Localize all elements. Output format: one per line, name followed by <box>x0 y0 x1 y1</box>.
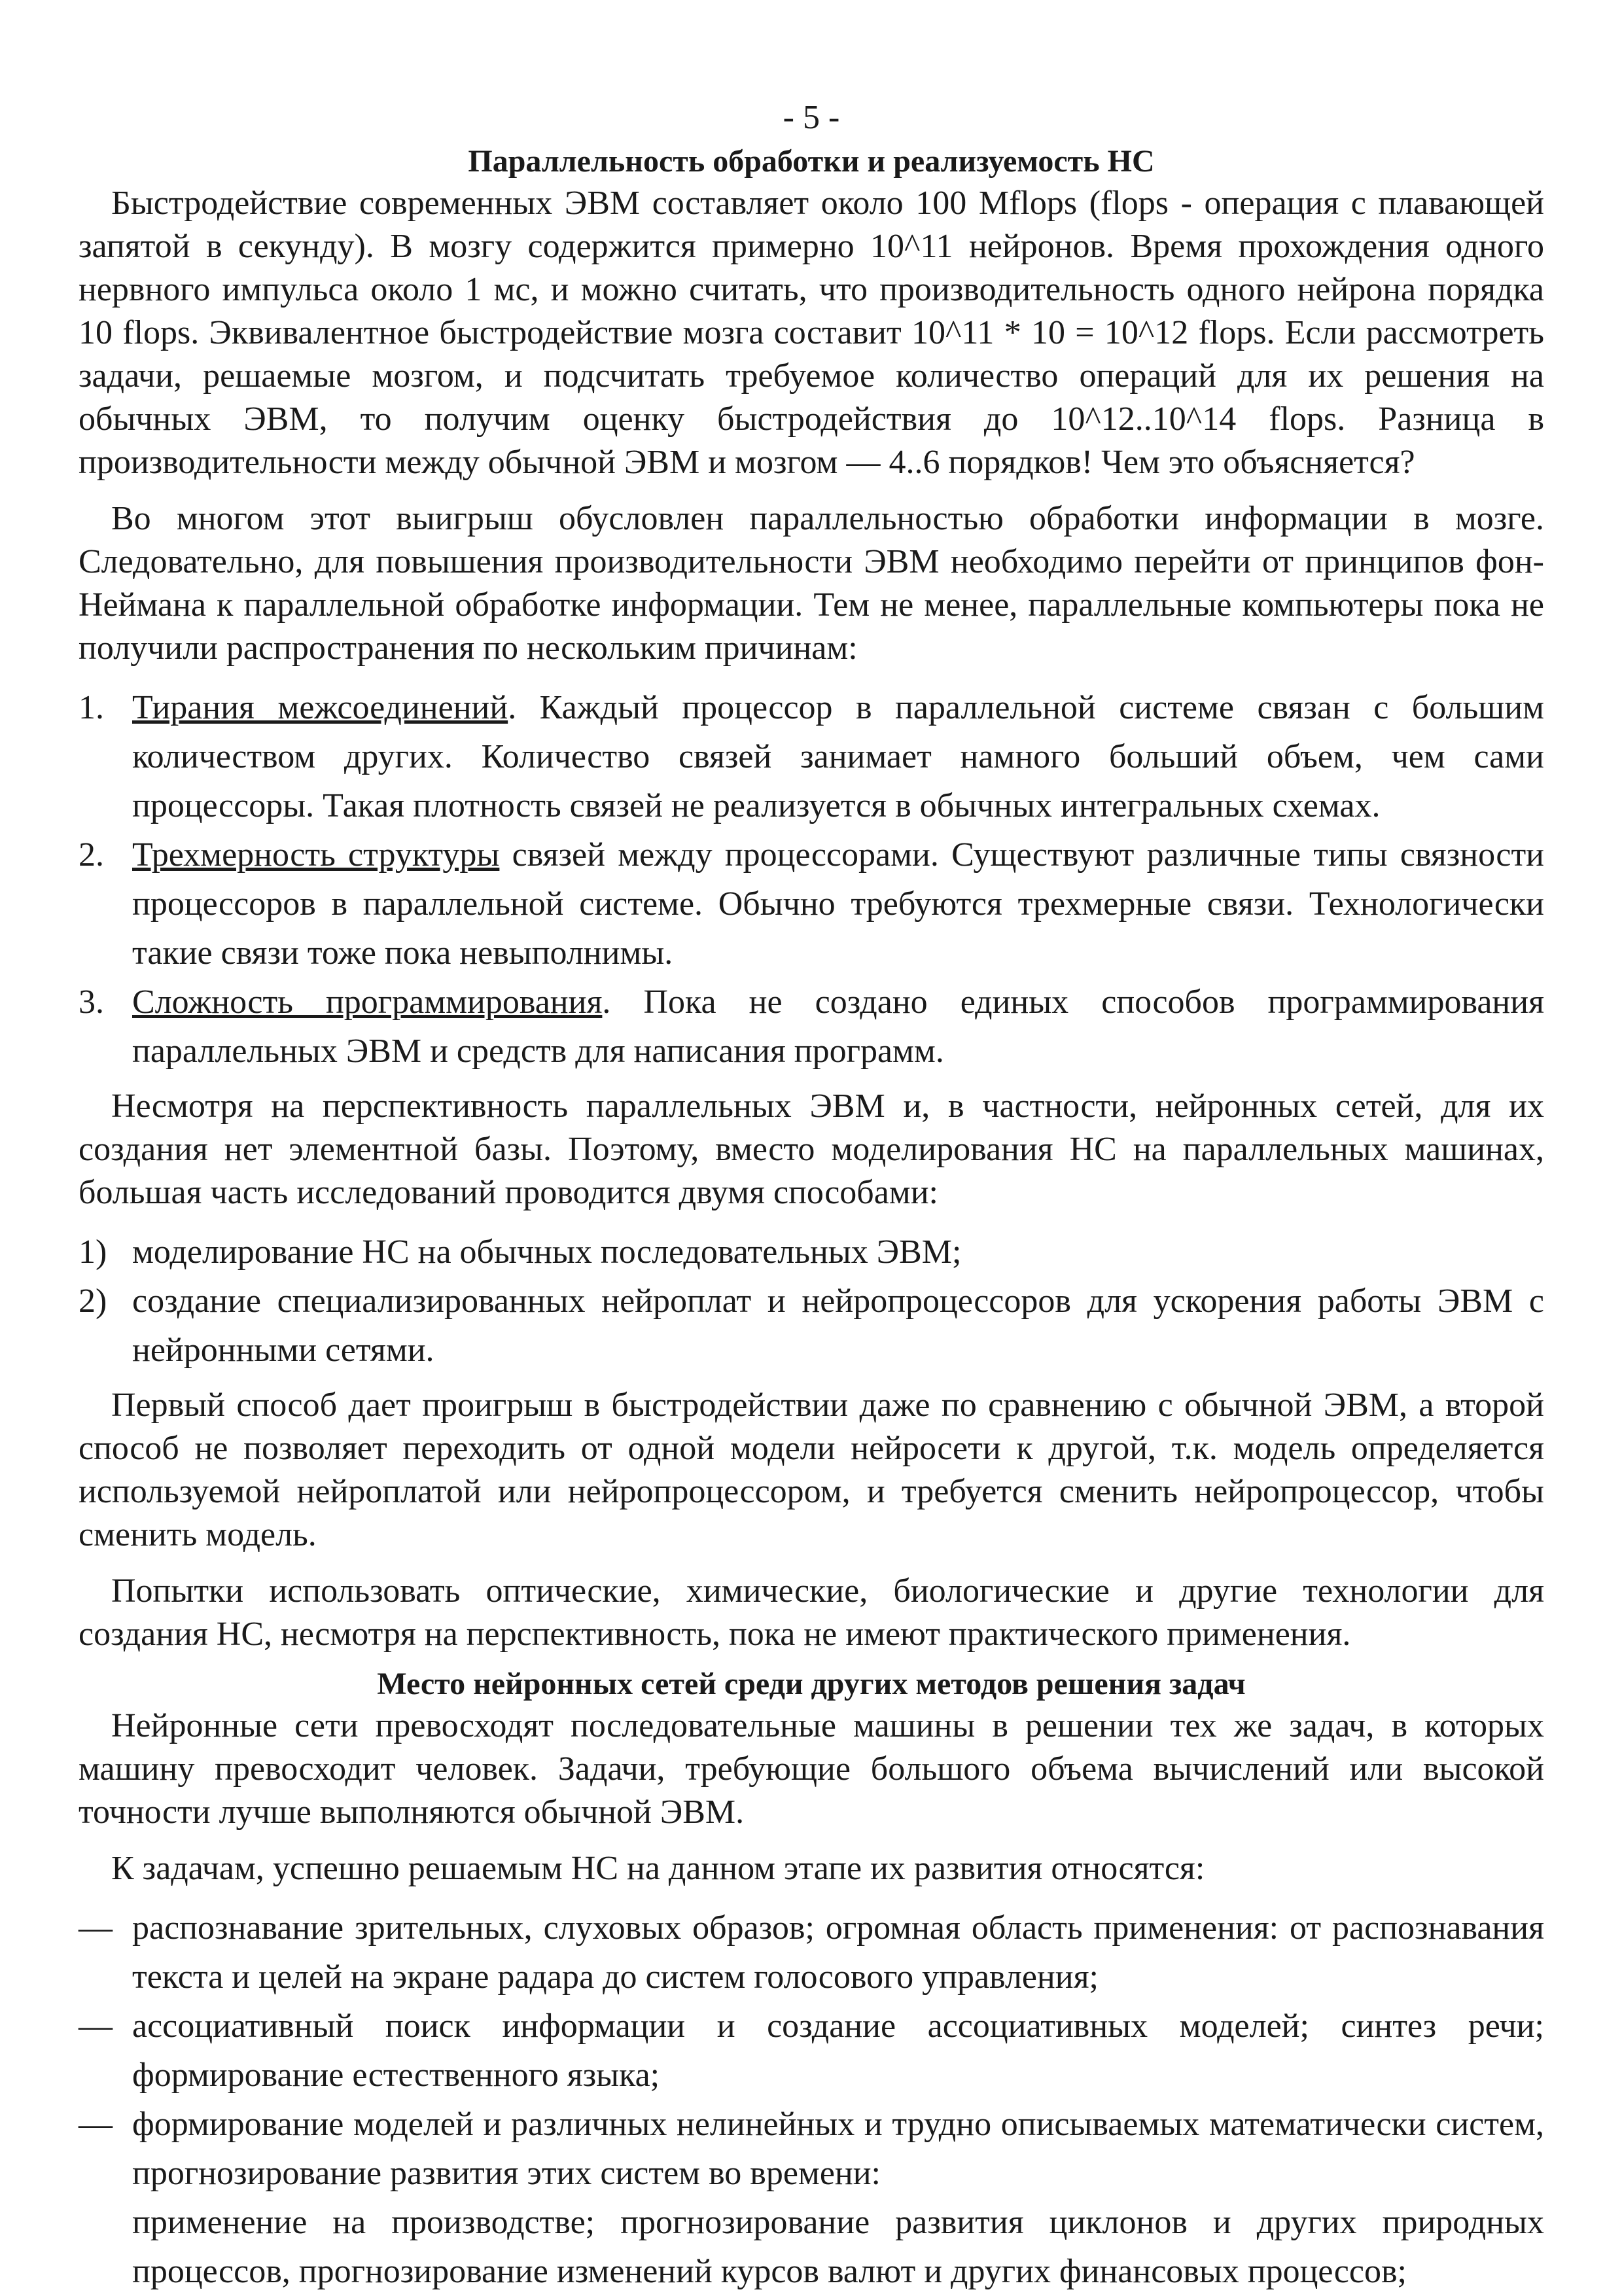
paragraph: Во многом этот выигрыш обусловлен параллельностью обработки информации в мозге. Следовательно, для повышения производительности ЭВМ необходимо перейти от принципов фон-Неймана к параллельной обработке информации. Тем не менее, параллельные компьютеры пока не получили распространения по нескольким причинам: <box>79 500 1544 667</box>
list-marker: — <box>79 2106 113 2143</box>
page-number: - 5 - <box>783 99 840 136</box>
section-title-parallelism: Параллельность обработки и реализуемость НС <box>468 144 1155 179</box>
list-item <box>79 1903 1544 2002</box>
list-marker: 1) <box>79 1233 107 1271</box>
list-item <box>79 830 1544 978</box>
tasks-list <box>79 1903 1544 2198</box>
list-continuation: применение на производстве; прогнозирование развития циклонов и других природных процессов, прогнозирование изменений курсов валют и других финансовых процессов; <box>132 2204 1544 2290</box>
list-item <box>79 2002 1544 2100</box>
paragraph: Попытки использовать оптические, химические, биологические и другие технологии для создания НС, несмотря на перспективность, пока не имеют практического применения. <box>79 1572 1544 1653</box>
underlined-term: Сложность программирования <box>132 983 603 1021</box>
section-title-place-of-nn: Место нейронных сетей среди других методов решения задач <box>377 1667 1246 1701</box>
list-marker: 2) <box>79 1282 107 1320</box>
list-item-text: ассоциативный поиск информации и создание ассоциативных моделей; синтез речи; формирование естественного языка; <box>132 2007 1544 2094</box>
list-item-text: создание специализированных нейроплат и нейропроцессоров для ускорения работы ЭВМ с нейронными сетями. <box>132 1282 1544 1369</box>
underlined-term: Тирания межсоединений <box>132 689 508 726</box>
methods-list <box>79 1227 1544 1375</box>
list-item-text: моделирование НС на обычных последовательных ЭВМ; <box>132 1233 962 1271</box>
paragraph: Быстродействие современных ЭВМ составляет около 100 Mflops (flops - операция с плавающей запятой в секунду). В мозгу содержится примерно 10^11 нейронов. Время прохождения одного нервного импульса около 1 мс, и можно считать, что производительность одного нейрона порядка 10 flops. Эквивалентное быстродействие мозга составит 10^11 * 10 = 10^12 flops. Если рассмотреть задачи, решаемые мозгом, и подсчитать требуемое количество операций для их решения на обычных ЭВМ, то получим оценку быстродействия до 10^12..10^14 flops. Разница в производительности между обычной ЭВМ и мозгом — 4..6 порядков! Чем это объясняется? <box>79 185 1544 481</box>
paragraph: К задачам, успешно решаемым НС на данном этапе их развития относятся: <box>111 1850 1205 1887</box>
paragraph: Несмотря на перспективность параллельных ЭВМ и, в частности, нейронных сетей, для их создания нет элементной базы. Поэтому, вместо моделирования НС на параллельных машинах, большая часть исследований проводится двумя способами: <box>79 1087 1544 1211</box>
list-item-text: распознавание зрительных, слуховых образов; огромная область применения: от распознавания текста и целей на экране радара до систем голосового управления; <box>132 1909 1544 1996</box>
list-item <box>79 683 1544 830</box>
list-item-text: связей между процессорами. Существуют различные типы связности процессоров в параллельной системе. Обычно требуются трехмерные связи. Технологически такие связи тоже пока невыполнимы. <box>132 836 1544 972</box>
paragraph: Первый способ дает проигрыш в быстродействии даже по сравнению с обычной ЭВМ, а второй способ не позволяет переходить от одной модели нейросети к другой, т.к. модель определяется используемой нейроплатой или нейропроцессором, и требуется сменить нейропроцессор, чтобы сменить модель. <box>79 1386 1544 1553</box>
list-item <box>79 1227 1544 1277</box>
list-marker: 1. <box>79 689 104 726</box>
list-marker: — <box>79 1909 113 1947</box>
reasons-list <box>79 683 1544 1076</box>
list-marker: 2. <box>79 836 104 874</box>
list-item <box>79 978 1544 1076</box>
list-item-text: . Пока не создано единых способов программирования параллельных ЭВМ и средств для написания программ. <box>132 983 1545 1070</box>
list-item <box>79 1277 1544 1375</box>
document-page <box>79 98 1544 2296</box>
list-marker: 3. <box>79 983 104 1021</box>
underlined-term: Трехмерность структуры <box>132 836 500 874</box>
list-item <box>79 2100 1544 2198</box>
list-marker: — <box>79 2007 113 2045</box>
list-item-text: . Каждый процессор в параллельной системе связан с большим количеством других. Количество связей занимает намного больший объем, чем сами процессоры. Такая плотность связей не реализуется в обычных интегральных схемах. <box>132 689 1544 824</box>
paragraph: Нейронные сети превосходят последовательные машины в решении тех же задач, в которых машину превосходит человек. Задачи, требующие большого объема вычислений или высокой точности лучше выполняются обычной ЭВМ. <box>79 1707 1544 1831</box>
list-item-text: формирование моделей и различных нелинейных и трудно описываемых математически систем, прогнозирование развития этих систем во времени: <box>132 2106 1544 2192</box>
